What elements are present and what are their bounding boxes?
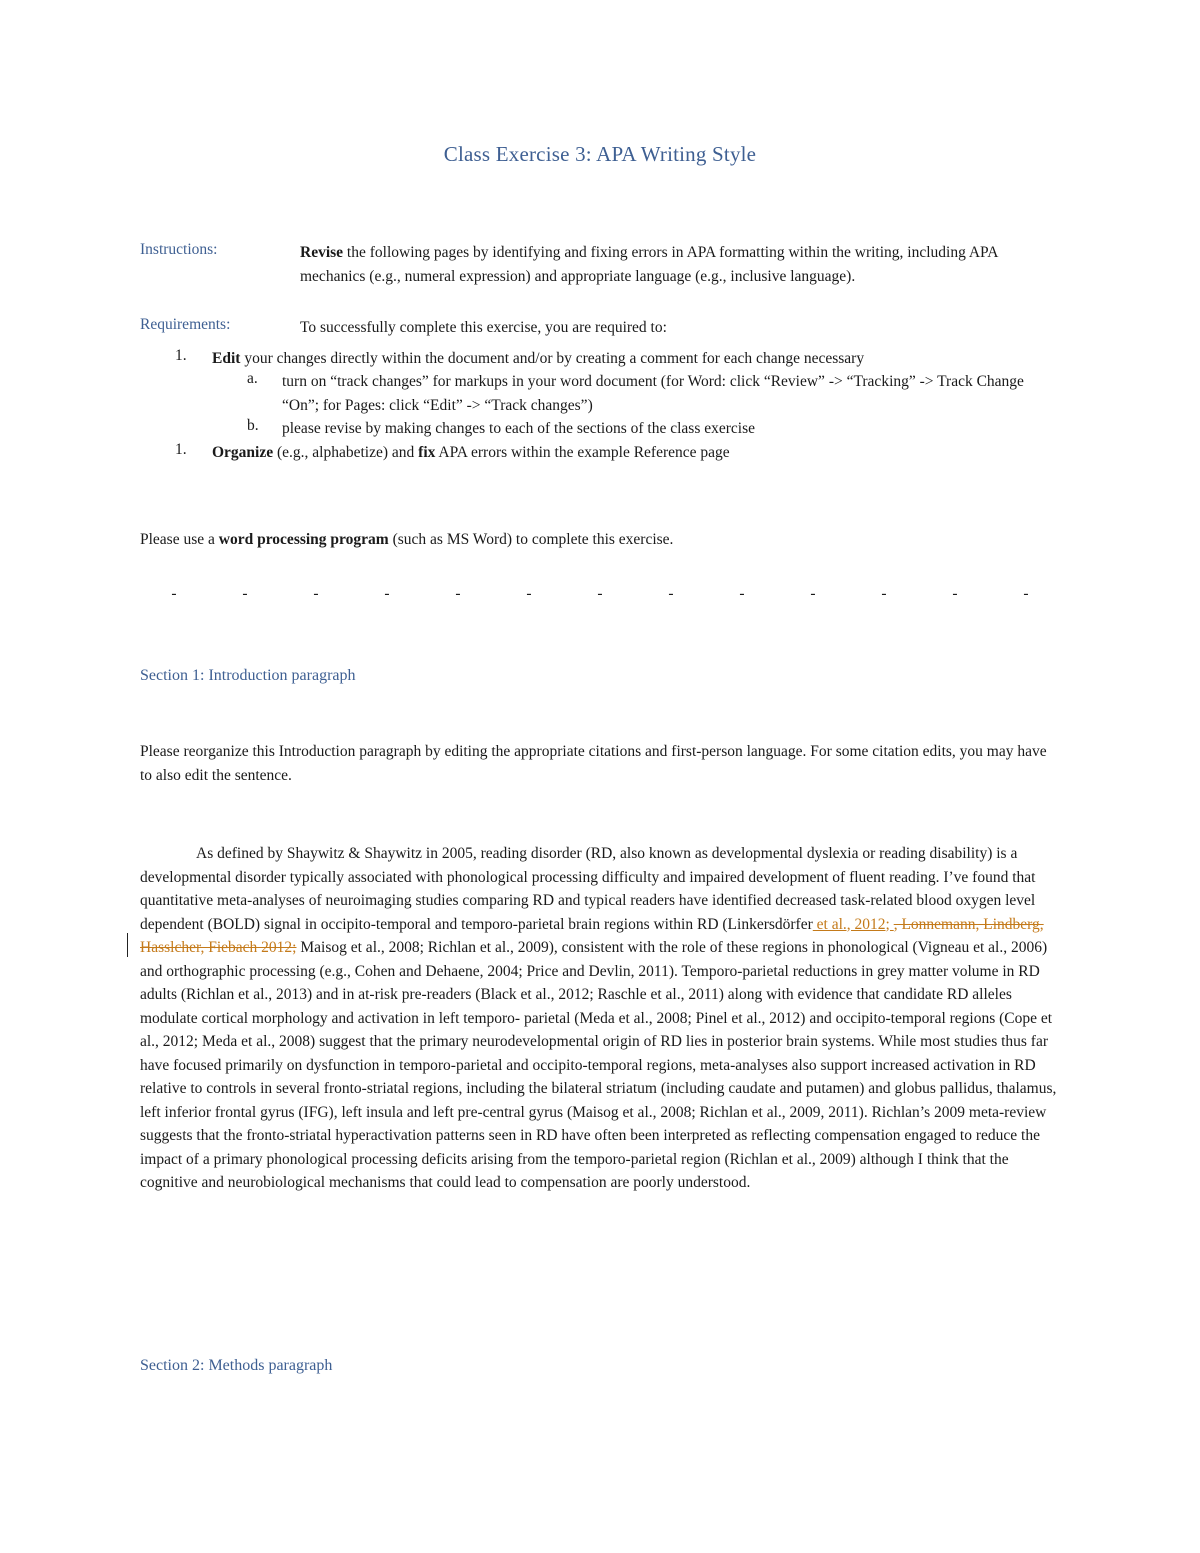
dash-divider <box>170 585 1030 603</box>
sublist-letter: b. <box>247 417 259 434</box>
paragraph-text: As defined by Shaywitz & Shaywitz in 2005, reading disorder (RD, also known as developmental dyslexia or reading disability) is a developmental disorder typically associated with phonological processing difficulty and impaired development of fluent reading. I’ve found that quantitative meta-analyses of neuroimaging studies comparing RD and typical readers have identified decreased task-related blood oxygen level dependent (BOLD) signal in occipito-temporal and temporo-parietal brain regions within RD (Linkersdörfer <box>140 845 1036 933</box>
dash: - <box>526 585 532 602</box>
edit-bold: Edit <box>212 350 241 367</box>
dash: - <box>668 585 674 602</box>
instructions-body: the following pages by identifying and fixing errors in APA formatting within the writing, including APA mechanics (e.g., numeral expression) and appropriate language (e.g., inclusive language). <box>300 244 998 285</box>
list-number: 1. <box>175 347 187 364</box>
list-item-edit <box>212 347 1062 371</box>
dash: - <box>810 585 816 602</box>
instructions-text <box>300 241 1060 289</box>
paragraph-text: Maisog et al., 2008; Richlan et al., 2009), consistent with the role of these regions in phonological (Vigneau et al., 2006) and orthographic processing (e.g., Cohen and Dehaene, 2004; Price and Devlin, 2011). Temporo-parietal reductions in grey matter volume in RD adults (Richlan et al., 2013) and in at-risk pre-readers (Black et al., 2012; Raschle et al., 2011) along with evidence that candidate RD alleles modulate cortical morphology and activation in left temporo- parietal (Meda et al., 2008; Pinel et al., 2012) and occipito-temporal regions (Cope et al., 2012; Meda et al., 2008) suggest that the primary neurodevelopmental origin of RD lies in posterior brain systems. While most studies thus far have focused primarily on dysfunction in temporo-parietal and occipito-temporal regions, meta-analyses also support increased activation in RD relative to controls in several fronto-striatal regions, including the bilateral striatum (including caudate and putamen) and globus pallidus, thalamus, left inferior frontal gyrus (IFG), left insula and left pre-central gyrus (Maisog et al., 2008; Richlan et al., 2009, 2011). Richlan’s 2009 meta-review suggests that the fronto-striatal hyperactivation patterns seen in RD have often been interpreted as reflecting compensation engaged to reduce the impact of a primary phonological processing deficits arising from the temporo-parietal region (Richlan et al., 2009) although I think that the cognitive and neurobiological mechanisms that could lead to compensation are poorly understood. <box>140 939 1057 1191</box>
tracked-insertion[interactable]: et al., 2012; <box>812 915 894 933</box>
note-text: (such as MS Word) to complete this exercise. <box>388 531 674 548</box>
dash: - <box>384 585 390 602</box>
text-cursor <box>127 933 128 957</box>
dash: - <box>952 585 958 602</box>
requirements-text: To successfully complete this exercise, you are required to: <box>300 319 667 336</box>
sublist-item-revise: please revise by making changes to each of the sections of the class exercise <box>282 420 755 437</box>
dash: - <box>597 585 603 602</box>
introduction-paragraph[interactable] <box>140 842 1058 1195</box>
dash: - <box>1023 585 1029 602</box>
list-item-text: your changes directly within the document and/or by creating a comment for each change necessary <box>240 350 865 367</box>
dash: - <box>171 585 177 602</box>
fix-bold: fix <box>418 444 436 461</box>
dash: - <box>881 585 887 602</box>
dash: - <box>242 585 248 602</box>
list-item-text: APA errors within the example Reference page <box>435 444 730 461</box>
list-item-text: (e.g., alphabetize) and <box>273 444 419 461</box>
dash: - <box>455 585 461 602</box>
tracked-deletion[interactable]: , Lonnemann, Lindberg, Hasslcher, Fiebach 2012; <box>140 915 1044 956</box>
section2-heading: Section 2: Methods paragraph <box>140 1357 333 1374</box>
instructions-label: Instructions: <box>140 241 218 258</box>
dash: - <box>739 585 745 602</box>
revise-bold: Revise <box>300 244 344 261</box>
dash: - <box>313 585 319 602</box>
list-number: 1. <box>175 441 187 458</box>
organize-bold: Organize <box>212 444 274 461</box>
note-text: Please use a <box>140 531 219 548</box>
requirements-label: Requirements: <box>140 316 231 333</box>
section1-heading: Section 1: Introduction paragraph <box>140 667 356 684</box>
sublist-item-track-changes: turn on “track changes” for markups in your word document (for Word: click “Review” -> “Tracking” -> Track Change “On”; for Pages: click “Edit” -> “Track changes”) <box>282 373 1024 414</box>
word-processing-note <box>140 528 1060 552</box>
list-item-organize <box>212 441 1062 465</box>
note-bold: word processing program <box>218 531 389 548</box>
document-title: Class Exercise 3: APA Writing Style <box>443 142 757 166</box>
section1-instructions: Please reorganize this Introduction paragraph by editing the appropriate citations and first-person language. For some citation edits, you may have to also edit the sentence. <box>140 743 1047 784</box>
sublist-letter: a. <box>247 370 258 387</box>
